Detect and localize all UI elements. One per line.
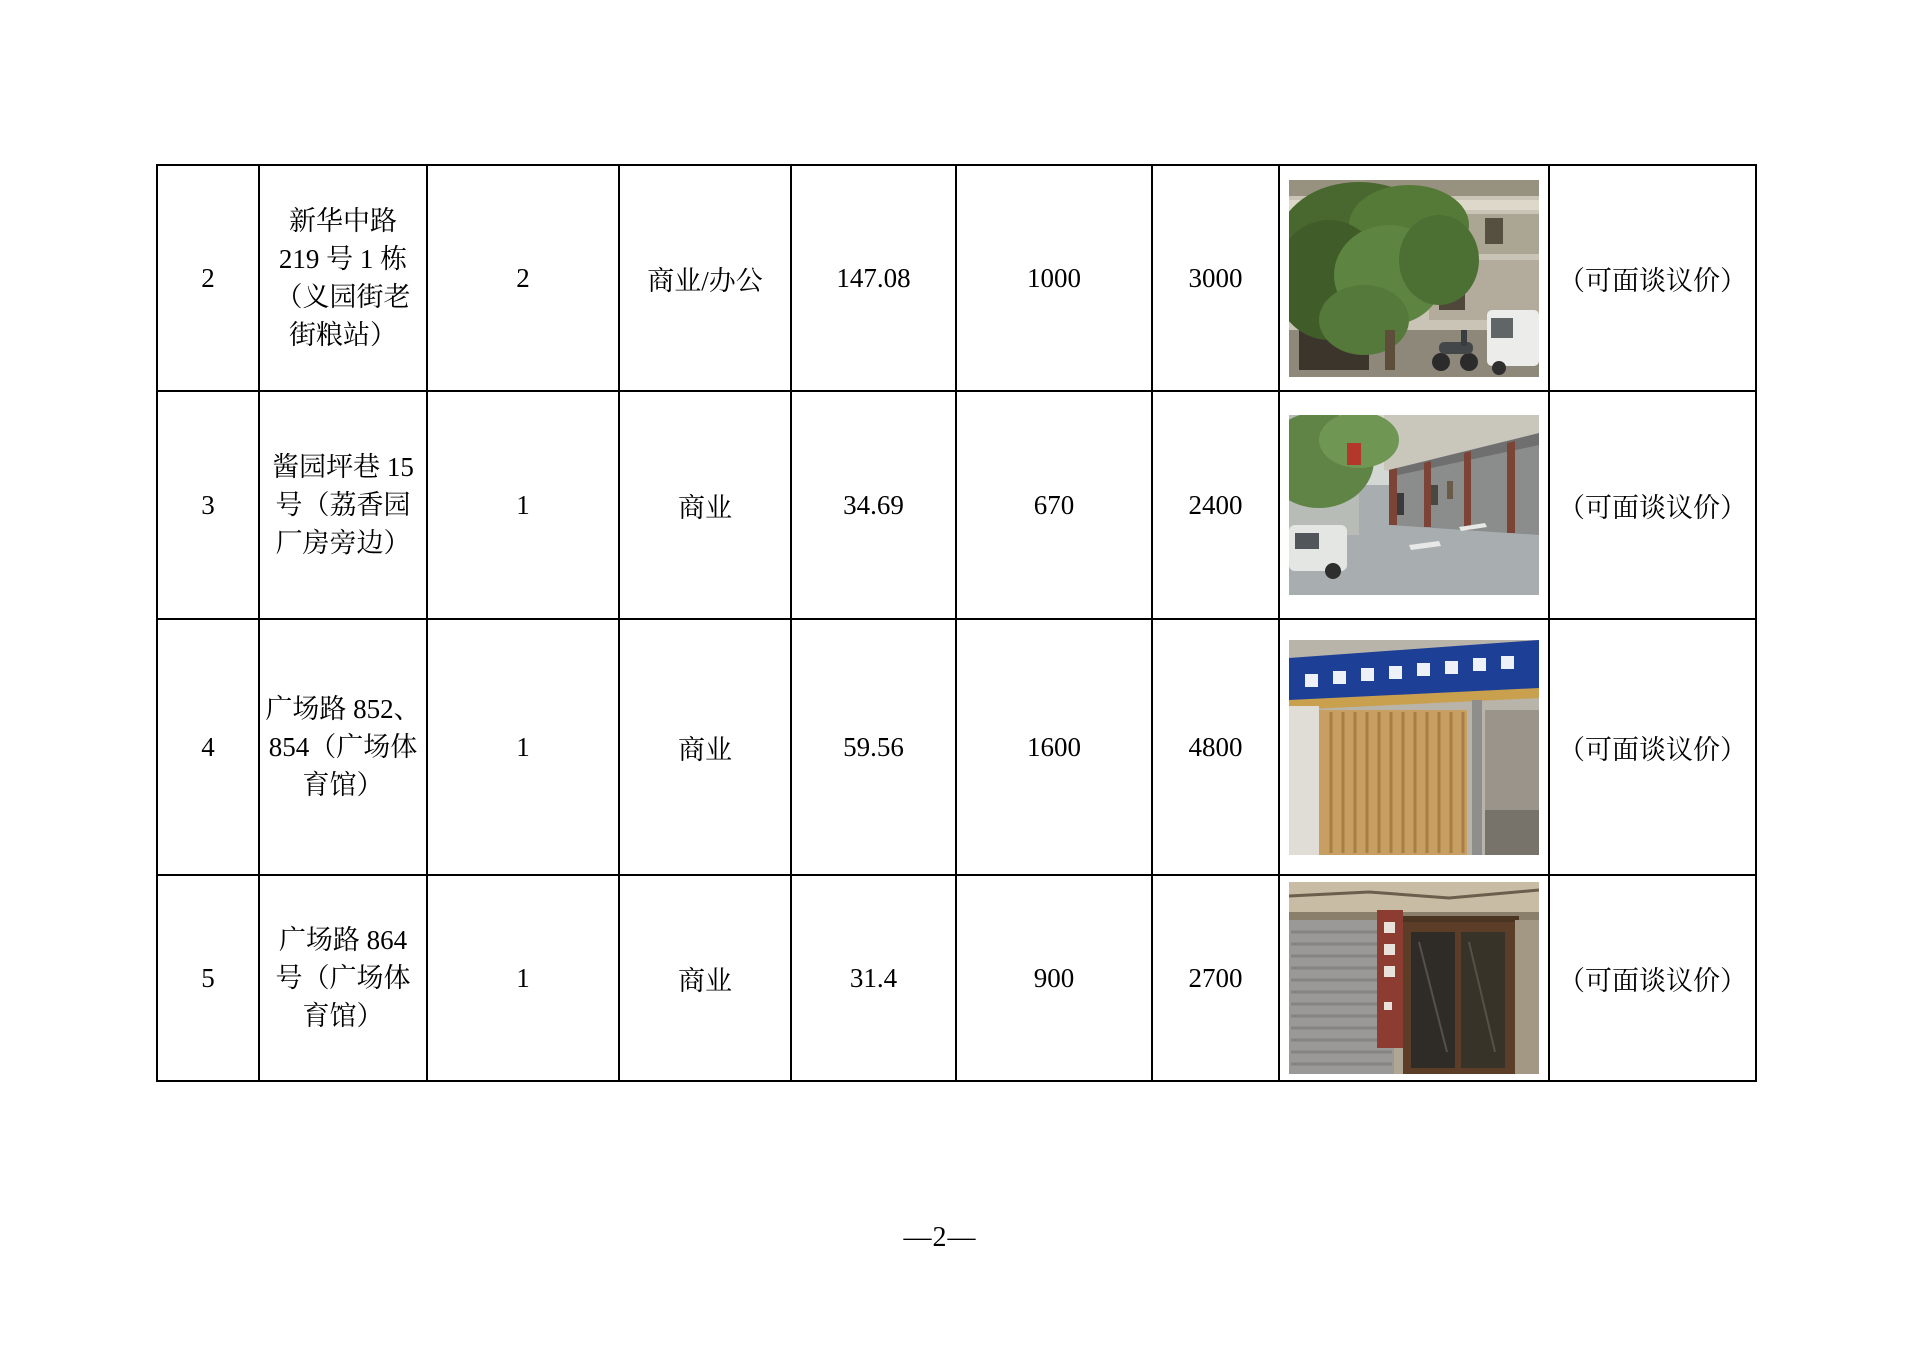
property-photo-tree-building [1289, 180, 1539, 377]
cell-usage: 商业/办公 [619, 165, 791, 391]
cell-price-b: 2400 [1152, 391, 1279, 619]
cell-address: 新华中路 219 号 1 栋 （义园街老 街粮站） [259, 165, 427, 391]
cell-photo [1279, 391, 1549, 619]
table-row [157, 165, 1756, 391]
cell-note: （可面谈议价） [1549, 619, 1756, 875]
cell-usage: 商业 [619, 391, 791, 619]
property-photo-street-shutters [1289, 415, 1539, 595]
cell-seq: 2 [157, 165, 259, 391]
cell-area: 147.08 [791, 165, 956, 391]
table-row [157, 391, 1756, 619]
page-number: —2— [903, 1222, 977, 1253]
cell-area: 31.4 [791, 875, 956, 1081]
cell-usage: 商业 [619, 619, 791, 875]
cell-quantity: 1 [427, 875, 619, 1081]
cell-price-a: 670 [956, 391, 1152, 619]
cell-photo [1279, 619, 1549, 875]
cell-address: 广场路 852、 854（广场体 育馆） [259, 619, 427, 875]
cell-price-a: 1000 [956, 165, 1152, 391]
table-row [157, 619, 1756, 875]
cell-usage: 商业 [619, 875, 791, 1081]
cell-area: 59.56 [791, 619, 956, 875]
cell-price-a: 1600 [956, 619, 1152, 875]
cell-note: （可面谈议价） [1549, 165, 1756, 391]
cell-price-b: 4800 [1152, 619, 1279, 875]
cell-photo [1279, 875, 1549, 1081]
cell-address: 广场路 864 号（广场体 育馆） [259, 875, 427, 1081]
cell-price-b: 2700 [1152, 875, 1279, 1081]
cell-quantity: 1 [427, 391, 619, 619]
cell-note: （可面谈议价） [1549, 875, 1756, 1081]
cell-quantity: 2 [427, 165, 619, 391]
cell-seq: 4 [157, 619, 259, 875]
cell-address: 酱园坪巷 15 号（荔香园 厂房旁边） [259, 391, 427, 619]
property-listing-table [156, 164, 1757, 1082]
property-photo-old-storefront [1289, 882, 1539, 1074]
table-row [157, 875, 1756, 1081]
cell-note: （可面谈议价） [1549, 391, 1756, 619]
cell-photo [1279, 165, 1549, 391]
cell-seq: 5 [157, 875, 259, 1081]
cell-area: 34.69 [791, 391, 956, 619]
property-photo-blue-sign-shop [1289, 640, 1539, 855]
cell-price-a: 900 [956, 875, 1152, 1081]
cell-price-b: 3000 [1152, 165, 1279, 391]
cell-quantity: 1 [427, 619, 619, 875]
cell-seq: 3 [157, 391, 259, 619]
